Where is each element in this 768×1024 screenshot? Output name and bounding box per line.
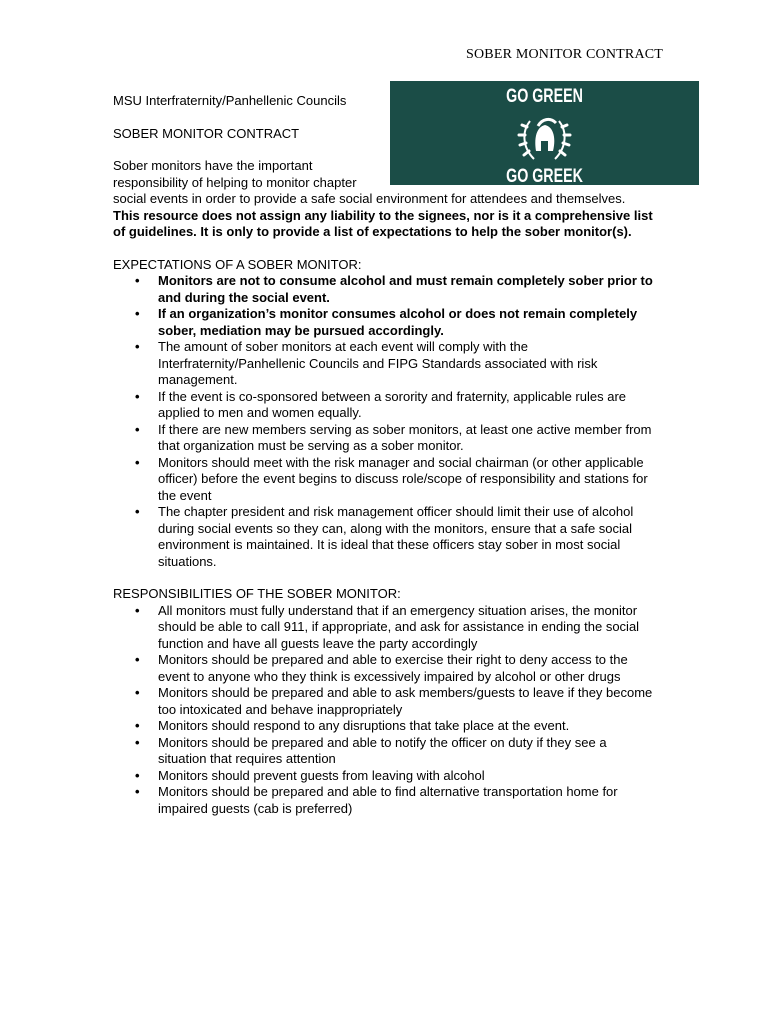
- bullet-icon: •: [135, 734, 140, 750]
- list-item: [113, 339, 653, 389]
- bullet-icon: •: [135, 504, 140, 519]
- list-item-text: Monitors are not to consume alcohol and must remain completely sober prior to and during the social event.: [158, 273, 653, 305]
- organization-name: MSU Interfraternity/Panhellenic Councils: [113, 93, 347, 108]
- list-item: [113, 784, 653, 817]
- responsibilities-list: [113, 603, 653, 818]
- bullet-icon: •: [135, 718, 140, 733]
- bullet-icon: •: [135, 273, 140, 288]
- bullet-icon: •: [135, 421, 140, 437]
- bullet-icon: •: [135, 454, 140, 470]
- logo-bottom-text: GO GREEK: [506, 165, 583, 185]
- list-item-text: Monitors should be prepared and able to notify the officer on duty if they see a situation that requires attention: [158, 734, 607, 766]
- bullet-icon: •: [135, 652, 140, 667]
- responsibilities-heading: RESPONSIBILITIES OF THE SOBER MONITOR:: [113, 586, 401, 601]
- contract-title: SOBER MONITOR CONTRACT: [113, 125, 300, 141]
- list-item-text: If there are new members serving as sober monitors, at least one active member from that organization must be serving as a sober monitor.: [158, 421, 652, 453]
- list-item-text: The amount of sober monitors at each event will comply with the Interfraternity/Panhellenic Councils and FIPG Standards associated with risk management.: [158, 339, 598, 387]
- bullet-icon: •: [135, 767, 140, 783]
- list-item-text: The chapter president and risk management officer should limit their use of alcohol during social events so they can, along with the monitors, ensure that a safe social environment is maintained. It is ideal that these officers stay sober in most social situations.: [158, 504, 634, 569]
- list-item: [113, 718, 653, 735]
- list-item-text: If the event is co-sponsored between a sorority and fraternity, applicable rules are applied to men and women equally.: [158, 388, 627, 420]
- expectations-heading: EXPECTATIONS OF A SOBER MONITOR:: [113, 256, 362, 272]
- list-item: [113, 455, 653, 505]
- bullet-icon: •: [135, 685, 140, 700]
- intro-text: social events in order to provide a safe social environment for attendees and themselves.: [113, 191, 626, 206]
- bullet-icon: •: [135, 602, 140, 618]
- bullet-icon: •: [135, 388, 140, 404]
- list-item-text: If an organization’s monitor consumes alcohol or does not remain completely sober, mediation may be pursued accordingly.: [158, 306, 638, 338]
- list-item: [113, 504, 653, 570]
- expectations-list: [113, 273, 653, 570]
- running-header: SOBER MONITOR CONTRACT: [466, 47, 664, 62]
- list-item-text: Monitors should be prepared and able to ask members/guests to leave if they become too intoxicated and behave inappropriately: [158, 685, 653, 717]
- list-item: [113, 273, 653, 306]
- list-item: [113, 652, 653, 685]
- bullet-icon: •: [135, 784, 140, 799]
- list-item: [113, 685, 653, 718]
- list-item: [113, 389, 653, 422]
- document-body: [113, 93, 653, 833]
- list-item-text: Monitors should respond to any disruptions that take place at the event.: [158, 718, 570, 733]
- bullet-icon: •: [135, 306, 140, 321]
- list-item-text: Monitors should meet with the risk manager and social chairman (or other applicable officer) before the event begins to discuss role/scope of responsibility and stations for the event: [158, 454, 648, 503]
- intro-paragraph: [113, 191, 653, 241]
- list-item: [113, 422, 653, 455]
- intro-bold-disclaimer: This resource does not assign any liability to the signees, nor is it a comprehensive list of guidelines. It is only to provide a list of expectations to help the sober monitor(s).: [113, 207, 653, 239]
- intro-line-2: responsibility of helping to monitor chapter: [113, 174, 357, 190]
- list-item: [113, 603, 653, 653]
- list-item: [113, 306, 653, 339]
- list-item: [113, 735, 653, 768]
- list-item-text: Monitors should prevent guests from leaving with alcohol: [158, 767, 485, 783]
- list-item-text: All monitors must fully understand that if an emergency situation arises, the monitor should be able to call 911, if appropriate, and ask for assistance in ending the social function and have all guests leave the party accordingly: [158, 602, 640, 651]
- list-item-text: Monitors should be prepared and able to find alternative transportation home for impaired guests (cab is preferred): [158, 784, 618, 816]
- intro-line-1: Sober monitors have the important: [113, 158, 313, 173]
- logo-top-text: GO GREEN: [506, 85, 583, 107]
- list-item: [113, 768, 653, 785]
- list-item-text: Monitors should be prepared and able to exercise their right to deny access to the event to anyone who they think is excessively impaired by alcohol or other drugs: [158, 652, 628, 684]
- bullet-icon: •: [135, 339, 140, 354]
